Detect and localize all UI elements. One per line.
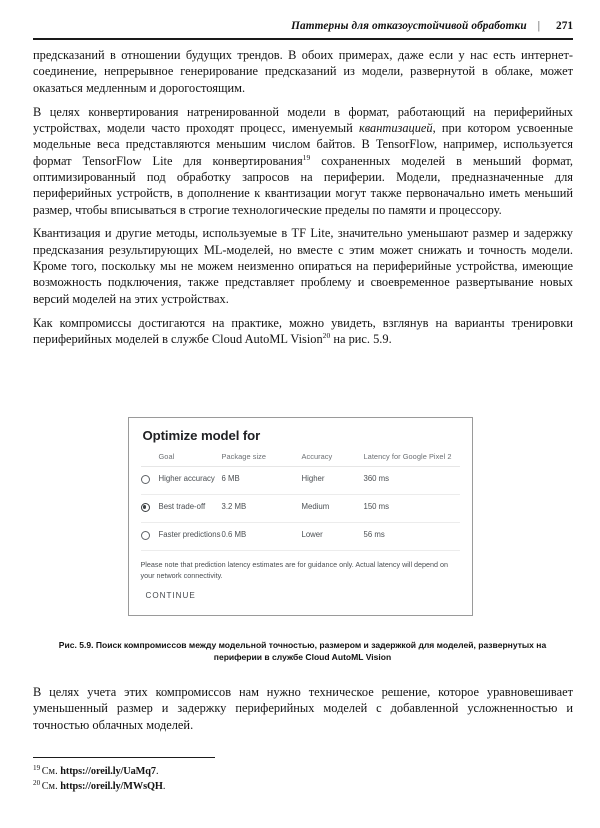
footnote-marker-20[interactable]: 20 [322, 330, 331, 340]
dialog-title: Optimize model for [142, 428, 261, 443]
radio-cell[interactable] [141, 495, 159, 523]
radio-cell[interactable] [141, 467, 159, 495]
package-size-cell: 3.2 MB [222, 495, 302, 523]
table-row[interactable] [141, 467, 460, 495]
package-size-cell: 6 MB [222, 467, 302, 495]
latency-cell: 360 ms [364, 467, 460, 495]
figure-caption-number: Рис. 5.9. [58, 640, 94, 650]
paragraph-2-part-c: сохраненных моделей в меньший формат, оптимизированный под обработку запросов на периферии. Модели, предназначенные для периферийных устройств, в дополнение к квантизации могут также первоначально иметь меньший размер, чтобы вписываться в строгие технологические пределы по памяти и процессору. [33, 153, 573, 217]
footnote-19-prefix: См. [41, 766, 61, 777]
goal-cell [159, 467, 222, 495]
footnote-20 [33, 779, 433, 794]
footnote-rule [33, 757, 215, 758]
table-row[interactable] [141, 495, 460, 523]
table-row[interactable] [141, 523, 460, 551]
running-header-title: Паттерны для отказоустойчивой обработки [291, 20, 527, 32]
footnote-20-suffix: . [162, 781, 166, 793]
optimize-model-dialog [128, 417, 473, 616]
page-number: 271 [556, 20, 573, 32]
closing-paragraph-block [33, 684, 573, 733]
column-header-radio [141, 452, 159, 467]
column-header-accuracy: Accuracy [302, 452, 364, 467]
paragraph-2-part-a: В целях конвертирования натренированной модели в формат, работающий на периферийных устройствах, модели часто проходят процесс, именуемый [33, 104, 573, 135]
optimize-options-table [141, 452, 460, 551]
footnote-marker-19[interactable]: 19 [302, 152, 311, 162]
goal-label: Faster predictions [158, 530, 221, 540]
paragraph-closing: В целях учета этих компромиссов нам нужно техническое решение, которое уравновешивает уменьшенный размер и задержку периферийных моделей с добавленной усложненностью и точностью облачных моделей. [33, 685, 573, 732]
accuracy-cell: Medium [302, 495, 364, 523]
column-header-latency: Latency for Google Pixel 2 [364, 452, 460, 467]
column-header-package-size: Package size [222, 452, 302, 467]
goal-cell [159, 523, 222, 551]
paragraph-4-part-a: Как компромиссы достигаются на практике, можно увидеть, взглянув на варианты тренировки периферийных моделей в службе Cloud AutoML Vision [33, 315, 573, 346]
goal-cell [159, 495, 222, 523]
term-quantization: квантизацией [358, 120, 433, 135]
goal-label: Higher accuracy [158, 474, 215, 483]
footnotes-block [33, 764, 433, 795]
running-header [33, 20, 573, 44]
footnote-19-url[interactable]: https://oreil.ly/UaMq7 [60, 766, 156, 777]
body-text-column [33, 47, 573, 347]
radio-button-faster-predictions[interactable] [141, 531, 150, 540]
footnote-19-suffix: . [155, 766, 159, 777]
continue-button[interactable]: CONTINUE [145, 591, 196, 601]
figure-5-9 [0, 417, 600, 616]
table-header-row [141, 452, 460, 467]
package-size-cell: 0.6 MB [222, 523, 302, 551]
latency-cell: 56 ms [364, 523, 460, 551]
goal-label: Best trade-off [158, 502, 206, 512]
figure-caption [45, 640, 560, 663]
latency-disclaimer-note: Please note that prediction latency estimates are for guidance only. Actual latency will depend on your network connectivity. [140, 560, 449, 580]
figure-caption-text: Поиск компромиссов между модельной точностью, размером и задержкой для моделей, развернутых на периферии в службе Cloud AutoML Vision [93, 640, 547, 662]
paragraph-3: Квантизация и другие методы, используемые в TF Lite, значительно уменьшают размер и задержку предсказания результирующих ML-моделей, но вместе с этим может снижать и точность модели. Кроме того, поскольку мы не можем неизменно опираться на периферийные устройства, имеющие возможность подключения, также представляет проблему и своевременное развертывание новых версий моделей на этих устройствах. [33, 226, 573, 306]
paragraph-1: предсказаний в отношении будущих трендов. В обоих примерах, даже если у нас есть интернет-соединение, непрерывное генерирование предсказаний из модели, развернутой в облаке, может оказаться медленным и дорогостоящим. [33, 48, 573, 95]
footnote-20-prefix: См. [41, 781, 61, 793]
paragraph-2-part-b: , при котором усвоенные модельные веса представляются меньшим числом байтов. В TensorFlow, например, используется формат TensorFlow Lite для конвертирования [33, 120, 574, 168]
footnote-20-marker: 20 [33, 778, 41, 787]
accuracy-cell: Higher [302, 467, 364, 495]
header-rule [33, 38, 573, 40]
paragraph-4-part-b: на рис. 5.9. [330, 332, 392, 346]
column-header-goal: Goal [159, 452, 222, 467]
accuracy-cell: Lower [302, 523, 364, 551]
paragraph-4 [33, 315, 573, 348]
radio-button-best-trade-off[interactable] [141, 503, 150, 512]
footnote-19-marker: 19 [33, 763, 41, 772]
radio-cell[interactable] [141, 523, 159, 551]
latency-cell: 150 ms [364, 495, 460, 523]
footnote-19 [33, 764, 433, 779]
footnote-20-url[interactable]: https://oreil.ly/MWsQH [60, 781, 163, 793]
radio-button-higher-accuracy[interactable] [141, 475, 150, 484]
running-header-separator: | [537, 20, 540, 32]
paragraph-2 [33, 104, 573, 218]
